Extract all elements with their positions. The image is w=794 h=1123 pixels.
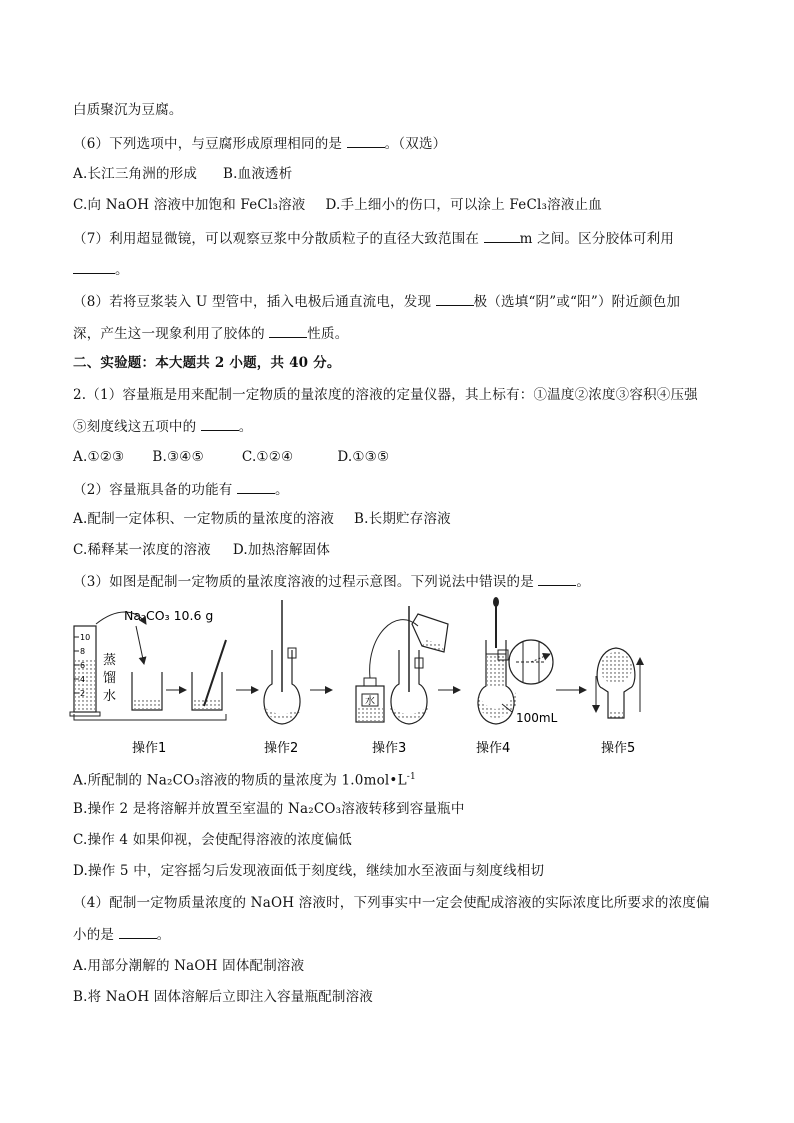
question-6-options-cd: C.向 NaOH 溶液中加饱和 FeCl₃溶液 D.手上细小的伤口，可以涂上 FeCl₃溶液止血 [73,197,602,213]
reagent-label: Na₂CO₃ 10.6 g [124,608,214,623]
step-bracket [74,714,226,720]
tick-label: 10 [80,633,91,642]
question-7-cont: 。 [73,260,129,279]
question-2-2-options-ab: A.配制一定体积、一定物质的量浓度的溶液 B.长期贮存溶液 [73,511,451,527]
tick-label: 2 [80,689,86,698]
beaker-1 [132,672,162,710]
preparation-diagram [66,596,730,762]
question-7: （7）利用超显微镜，可以观察豆浆中分散质粒子的直径大致范围在 m 之间。区分胶体可利用 [73,231,675,247]
volumetric-flask-4 [476,597,516,724]
answer-blank[interactable] [436,292,474,306]
question-2-4-cont: 小的是 。 [73,927,171,943]
step-label-5: 操作5 [601,741,636,756]
tick-label: 4 [80,675,86,684]
water-label-char: 馏 [103,671,117,686]
option-3b: B.操作 2 是将溶解并放置至室温的 Na₂CO₃溶液转移到容量瓶中 [73,801,465,817]
water-label-char: 蒸 [103,653,117,668]
volumetric-flask-3 [390,606,448,724]
question-2-4: （4）配制一定物质量浓度的 NaOH 溶液时，下列事实中一定会使配成溶液的实际浓度比所要求的浓度偏 [73,895,710,911]
option-3a: A.所配制的 Na₂CO₃溶液的物质的量浓度为 $1.0mol•L^{-1}$ [73,772,416,789]
answer-blank[interactable] [347,134,385,148]
bottle-label: 水 [365,696,375,707]
step-label-3: 操作3 [372,741,407,756]
answer-blank[interactable] [119,925,157,939]
question-6-options-ab: A.长江三角洲的形成 B.血液透析 [73,166,293,182]
text-line-1: 白质聚沉为豆腐。 [73,102,183,118]
answer-blank[interactable] [201,417,239,431]
question-2-1: 2.（1）容量瓶是用来配制一定物质的量浓度的溶液的定量仪器，其上标有：①温度②浓度③容积④压强 [73,387,698,403]
answer-blank[interactable] [237,480,275,494]
question-8-cont: 深，产生这一现象利用了胶体的 性质。 [73,326,349,342]
answer-blank[interactable] [73,260,115,274]
question-2-1-cont: ⑤刻度线这五项中的 。 [73,419,253,435]
tick-label: 6 [80,661,86,670]
question-2-2-options-cd: C.稀释某一浓度的溶液 D.加热溶解固体 [73,542,331,558]
volumetric-flask-2 [263,600,301,724]
question-2-3: （3）如图是配制一定物质的量浓度溶液的过程示意图。下列说法中错误的是 。 [73,574,591,590]
question-8: （8）若将豆浆装入 U 型管中，插入电极后通直流电，发现 极（选填“阴”或“阳”）附近颜色加 [73,294,681,310]
beaker-2 [192,640,226,710]
section-heading: 二、实验题：本大题共 2 小题，共 40 分。 [73,355,341,371]
step-label-4: 操作4 [476,741,511,756]
option-4b: B.将 NaOH 固体溶解后立即注入容量瓶配制溶液 [73,989,373,1005]
graduated-cylinder [70,626,100,716]
answer-blank[interactable] [538,572,576,586]
question-6: （6）下列选项中，与豆腐形成原理相同的是 。（双选） [73,136,447,152]
flask-volume-label: 100mL [516,711,558,725]
option-3d: D.操作 5 中，定容摇匀后发现液面低于刻度线，继续加水至液面与刻度线相切 [73,863,545,879]
step-label-2: 操作2 [264,741,299,756]
answer-blank[interactable] [484,229,520,243]
inverted-flask [596,648,640,718]
option-3c: C.操作 4 如果仰视，会使配得溶液的浓度偏低 [73,832,352,848]
question-2-2: （2）容量瓶具备的功能有 。 [73,482,289,498]
step-label-1: 操作1 [132,741,167,756]
water-label-char: 水 [103,689,117,704]
tick-label: 8 [80,647,86,656]
option-4a: A.用部分潮解的 NaOH 固体配制溶液 [73,958,305,974]
magnified-view [509,640,553,684]
question-2-1-options: A.①②③ B.③④⑤ C.①②④ D.①③⑤ [73,449,390,465]
add-arrow [136,626,144,664]
answer-blank[interactable] [269,324,307,338]
